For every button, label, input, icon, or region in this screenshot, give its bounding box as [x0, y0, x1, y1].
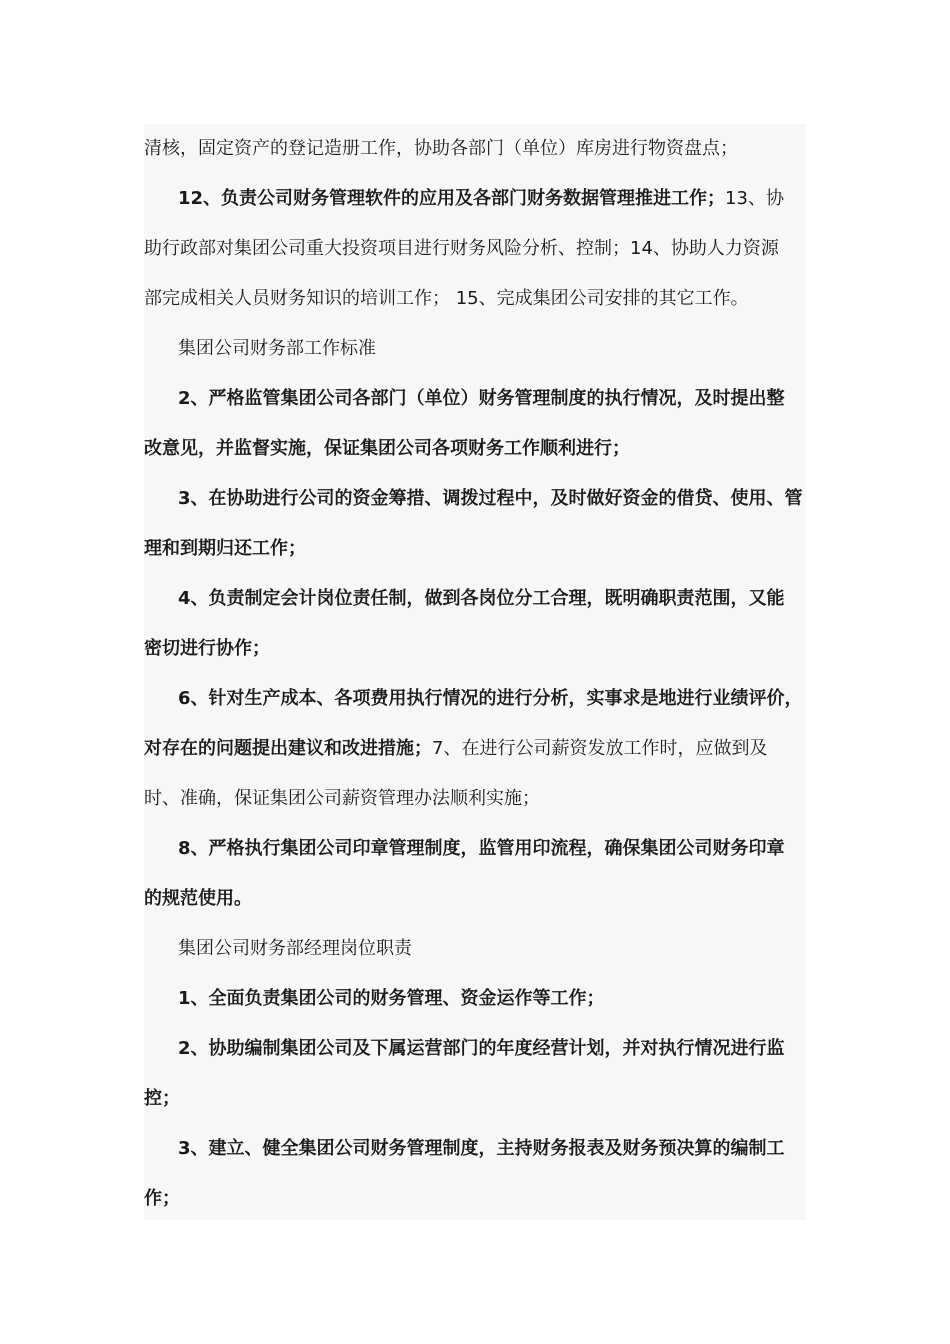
text-line: [144, 174, 806, 224]
text-line: 控；: [144, 1088, 180, 1109]
text-line: 1、全面负责集团公司的财务管理、资金运作等工作；: [178, 988, 605, 1009]
text-line: 6、针对生产成本、各项费用执行情况的进行分析，实事求是地进行业绩评价，: [178, 688, 803, 709]
text-line: 3、建立、健全集团公司财务管理制度，主持财务报表及财务预决算的编制工: [178, 1138, 785, 1159]
text-line: 部完成相关人员财务知识的培训工作； 15、完成集团公司安排的其它工作。: [144, 288, 749, 309]
bold-text: 对存在的问题提出建议和改进措施；: [144, 738, 432, 759]
text-line: 密切进行协作；: [144, 638, 270, 659]
text-line: 的规范使用。: [144, 888, 252, 909]
normal-text: 13、协: [725, 188, 784, 209]
text-line: 2、严格监管集团公司各部门（单位）财务管理制度的执行情况，及时提出整: [178, 388, 785, 409]
text-line: 理和到期归还工作；: [144, 538, 306, 559]
text-line: 清核，固定资产的登记造册工作，协助各部门（单位）库房进行物资盘点；: [144, 138, 738, 159]
text-line: 2、协助编制集团公司及下属运营部门的年度经营计划，并对执行情况进行监: [178, 1038, 785, 1059]
section-heading: 集团公司财务部经理岗位职责: [178, 938, 412, 959]
bold-text: 12、负责公司财务管理软件的应用及各部门财务数据管理推进工作；: [178, 188, 726, 209]
section-heading: 集团公司财务部工作标准: [178, 338, 376, 359]
text-line: 4、负责制定会计岗位责任制，做到各岗位分工合理，既明确职责范围，又能: [178, 588, 785, 609]
text-line: 作；: [144, 1188, 180, 1209]
text-line: 8、严格执行集团公司印章管理制度，监管用印流程，确保集团公司财务印章: [178, 838, 785, 859]
document-body: [144, 124, 806, 1220]
text-line: 时、准确，保证集团公司薪资管理办法顺利实施；: [144, 788, 540, 809]
text-line: 3、在协助进行公司的资金筹措、调拨过程中，及时做好资金的借贷、使用、管: [178, 488, 803, 509]
text-line: 助行政部对集团公司重大投资项目进行财务风险分析、控制；14、协助人力资源: [144, 238, 779, 259]
normal-text: 7、在进行公司薪资发放工作时，应做到及: [432, 738, 768, 759]
text-line: [144, 724, 806, 774]
text-line: 改意见，并监督实施，保证集团公司各项财务工作顺利进行；: [144, 438, 630, 459]
